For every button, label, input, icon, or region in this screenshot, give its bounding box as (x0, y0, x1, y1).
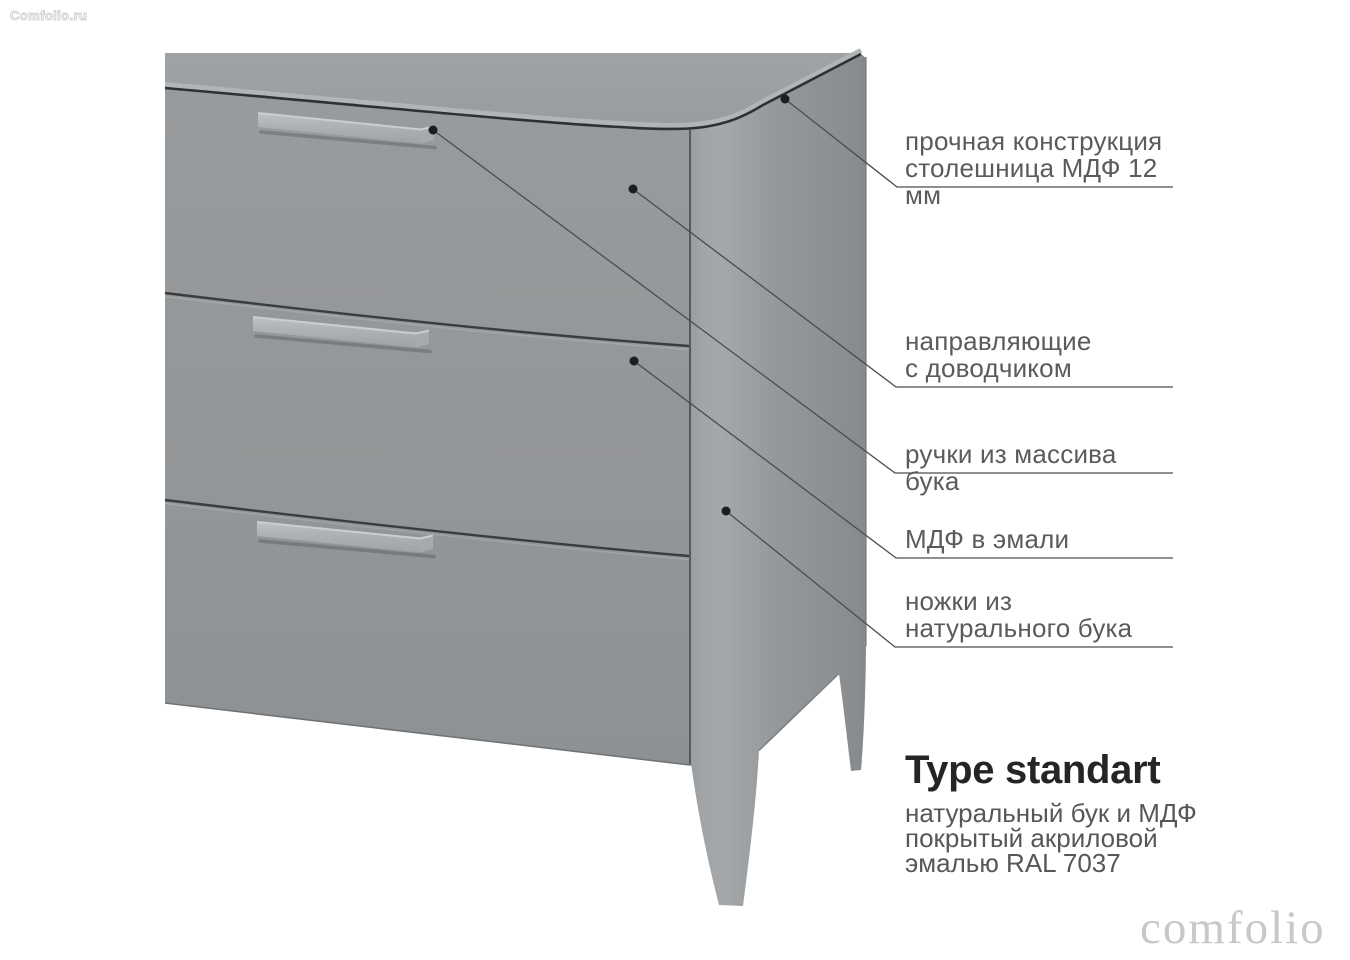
callout-line: столешница МДФ 12 мм (905, 153, 1158, 210)
callout-line: МДФ в эмали (905, 524, 1070, 554)
callout-dot-slides (629, 185, 638, 194)
callout-line: натурального бука (905, 613, 1133, 643)
product-type-title: Type standart (905, 748, 1161, 792)
dresser-side-panel-and-legs (690, 54, 866, 906)
watermark-top-left: Comfolio.ru (10, 8, 88, 23)
callout-line: с доводчиком (905, 353, 1072, 383)
callout-dot-legs (722, 507, 731, 516)
callout-dot-tabletop (781, 95, 790, 104)
callout-line: направляющие (905, 326, 1092, 356)
callout-line: ручки из массива бука (905, 439, 1117, 496)
watermark-bottom-right: comfolio (1140, 902, 1326, 954)
dresser-front-face (165, 88, 690, 765)
callout-label-slides (905, 328, 1175, 382)
callout-label-mdf (905, 526, 1175, 553)
callout-line: прочная конструкция (905, 126, 1163, 156)
spec-line: покрытый акриловой (905, 823, 1158, 853)
product-spec-text (905, 798, 1197, 878)
callout-dot-mdf (630, 357, 639, 366)
callout-dot-handles (429, 126, 438, 135)
spec-line: эмалью RAL 7037 (905, 848, 1121, 878)
spec-line: натуральный бук и МДФ (905, 798, 1197, 828)
callout-label-tabletop (905, 128, 1175, 209)
callout-label-handles (905, 441, 1175, 495)
callout-line: ножки из (905, 586, 1013, 616)
callout-label-legs (905, 588, 1175, 642)
